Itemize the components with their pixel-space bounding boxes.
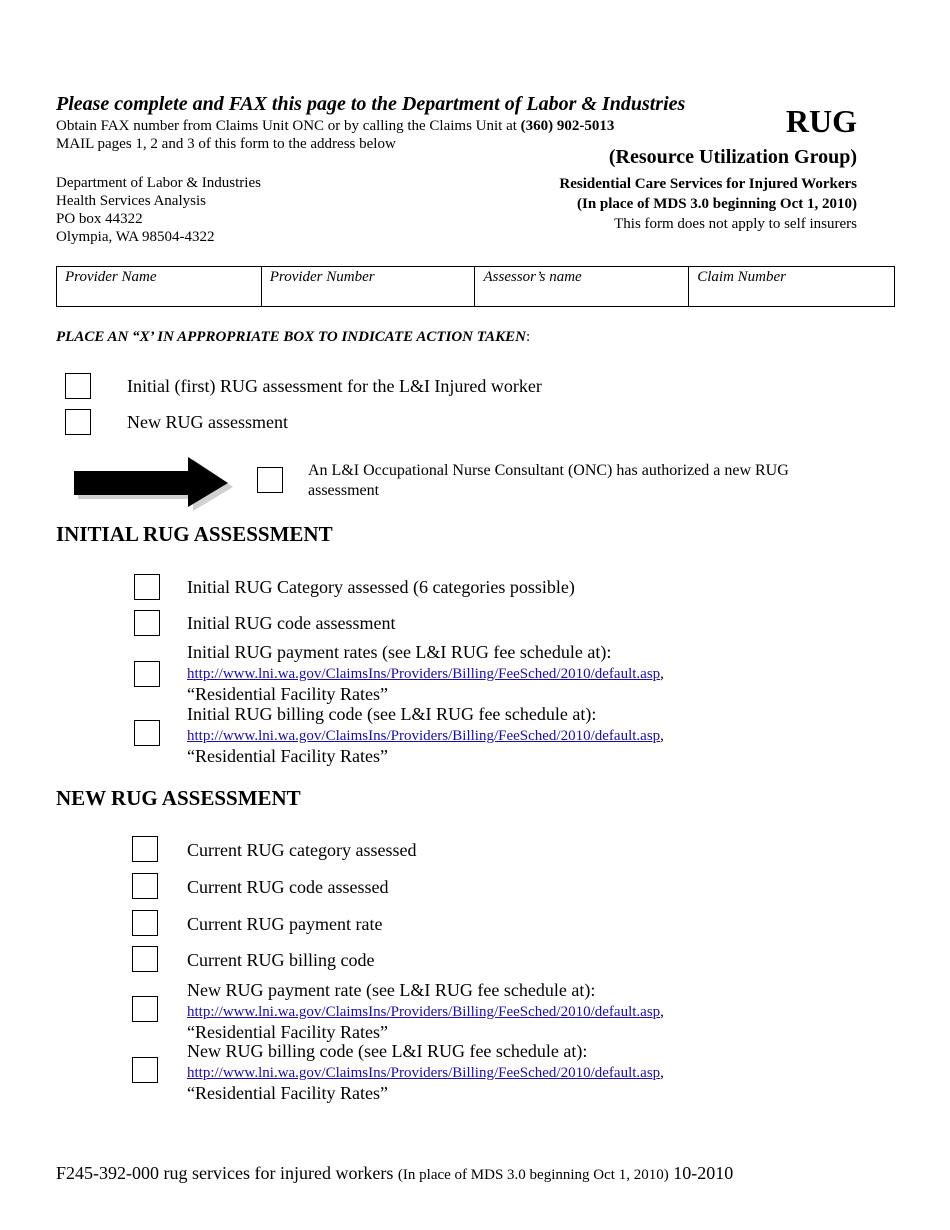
residential-facility-rates-note: “Residential Facility Rates” (187, 1083, 388, 1103)
new-payment-rate-item (187, 980, 664, 1042)
address-block (56, 174, 261, 246)
fax-phone: (360) 902-5013 (520, 118, 615, 134)
current-category-label: Current RUG category assessed (187, 840, 417, 860)
new-payment-rate-label: New RUG payment rate (see L&I RUG fee schedule at): (187, 980, 596, 1000)
initial-section-title: INITIAL RUG ASSESSMENT (56, 522, 333, 546)
fee-schedule-link[interactable]: http://www.lni.wa.gov/ClaimsIns/Providers/Billing/FeeSched/2010/default.asp (187, 666, 661, 682)
form-full-name: (Resource Utilization Group) (608, 146, 857, 168)
initial-payment-rates-checkbox[interactable] (134, 661, 160, 687)
link-comma: , (660, 728, 664, 744)
assessor-name-field[interactable]: Assessor’s name (475, 267, 689, 307)
footer (56, 1163, 733, 1184)
initial-assessment-label: Initial (first) RUG assessment for the L&I Injured worker (127, 376, 542, 396)
action-instruction (56, 329, 530, 346)
form-applicability: This form does not apply to self insurers (614, 216, 857, 232)
residential-facility-rates-note: “Residential Facility Rates” (187, 746, 388, 766)
initial-code-checkbox[interactable] (134, 610, 160, 636)
address-line: PO box 44322 (56, 211, 143, 227)
initial-payment-rates-label: Initial RUG payment rates (see L&I RUG fee schedule at): (187, 642, 612, 662)
link-comma: , (660, 1065, 664, 1081)
current-billing-code-checkbox[interactable] (132, 946, 158, 972)
footer-note: (In place of MDS 3.0 beginning Oct 1, 2010) (397, 1167, 669, 1183)
initial-code-label: Initial RUG code assessment (187, 613, 396, 633)
link-comma: , (660, 1004, 664, 1020)
new-assessment-checkbox[interactable] (65, 409, 91, 435)
initial-billing-code-label: Initial RUG billing code (see L&I RUG fee schedule at): (187, 704, 597, 724)
fax-number-line (56, 117, 614, 135)
form-subtitle: Residential Care Services for Injured Workers (559, 176, 857, 192)
onc-line-2: assessment (308, 482, 380, 499)
fee-schedule-link[interactable]: http://www.lni.wa.gov/ClaimsIns/Providers/Billing/FeeSched/2010/default.asp (187, 1004, 661, 1020)
initial-billing-code-item (187, 704, 664, 766)
action-instruction-label: PLACE AN “X’ IN APPROPRIATE BOX TO INDICATE ACTION TAKEN (56, 329, 526, 345)
initial-payment-rates-item (187, 642, 664, 704)
new-billing-code-item (187, 1041, 664, 1103)
provider-number-field[interactable]: Provider Number (261, 267, 475, 307)
footer-revision: 10-2010 (668, 1163, 734, 1183)
current-payment-rate-label: Current RUG payment rate (187, 914, 383, 934)
current-category-checkbox[interactable] (132, 836, 158, 862)
new-billing-code-checkbox[interactable] (132, 1057, 158, 1083)
form-code-title: RUG (785, 103, 857, 139)
provider-info-table (56, 266, 895, 307)
current-code-label: Current RUG code assessed (187, 877, 389, 897)
fee-schedule-link[interactable]: http://www.lni.wa.gov/ClaimsIns/Providers/Billing/FeeSched/2010/default.asp (187, 728, 661, 744)
current-code-checkbox[interactable] (132, 873, 158, 899)
initial-assessment-checkbox[interactable] (65, 373, 91, 399)
residential-facility-rates-note: “Residential Facility Rates” (187, 1022, 388, 1042)
onc-line-1: An L&I Occupational Nurse Consultant (ONC) has authorized a new RUG (308, 462, 789, 479)
initial-category-checkbox[interactable] (134, 574, 160, 600)
address-line: Health Services Analysis (56, 193, 206, 209)
fax-instruction-heading: Please complete and FAX this page to the Department of Labor & Industries (56, 93, 686, 115)
onc-authorized-checkbox[interactable] (257, 467, 283, 493)
address-line: Department of Labor & Industries (56, 175, 261, 191)
action-instruction-suffix: : (525, 329, 531, 345)
new-assessment-label: New RUG assessment (127, 412, 288, 432)
fee-schedule-link[interactable]: http://www.lni.wa.gov/ClaimsIns/Providers/Billing/FeeSched/2010/default.asp (187, 1065, 661, 1081)
provider-name-field[interactable]: Provider Name (57, 267, 262, 307)
form-replace-note: (In place of MDS 3.0 beginning Oct 1, 2010) (576, 196, 857, 212)
right-arrow-icon (68, 455, 238, 513)
current-billing-code-label: Current RUG billing code (187, 950, 375, 970)
footer-form-number: F245-392-000 rug services for injured workers (56, 1163, 398, 1183)
initial-category-label: Initial RUG Category assessed (6 categories possible) (187, 577, 575, 597)
new-payment-rate-checkbox[interactable] (132, 996, 158, 1022)
link-comma: , (660, 666, 664, 682)
initial-billing-code-checkbox[interactable] (134, 720, 160, 746)
onc-authorized-label (308, 461, 789, 501)
new-billing-code-label: New RUG billing code (see L&I RUG fee schedule at): (187, 1041, 588, 1061)
claim-number-field[interactable]: Claim Number (689, 267, 895, 307)
new-section-title: NEW RUG ASSESSMENT (56, 786, 301, 810)
fax-line-text: Obtain FAX number from Claims Unit ONC or by calling the Claims Unit at (56, 118, 521, 134)
address-line: Olympia, WA 98504-4322 (56, 229, 215, 245)
residential-facility-rates-note: “Residential Facility Rates” (187, 684, 388, 704)
mail-line: MAIL pages 1, 2 and 3 of this form to the address below (56, 136, 396, 152)
current-payment-rate-checkbox[interactable] (132, 910, 158, 936)
